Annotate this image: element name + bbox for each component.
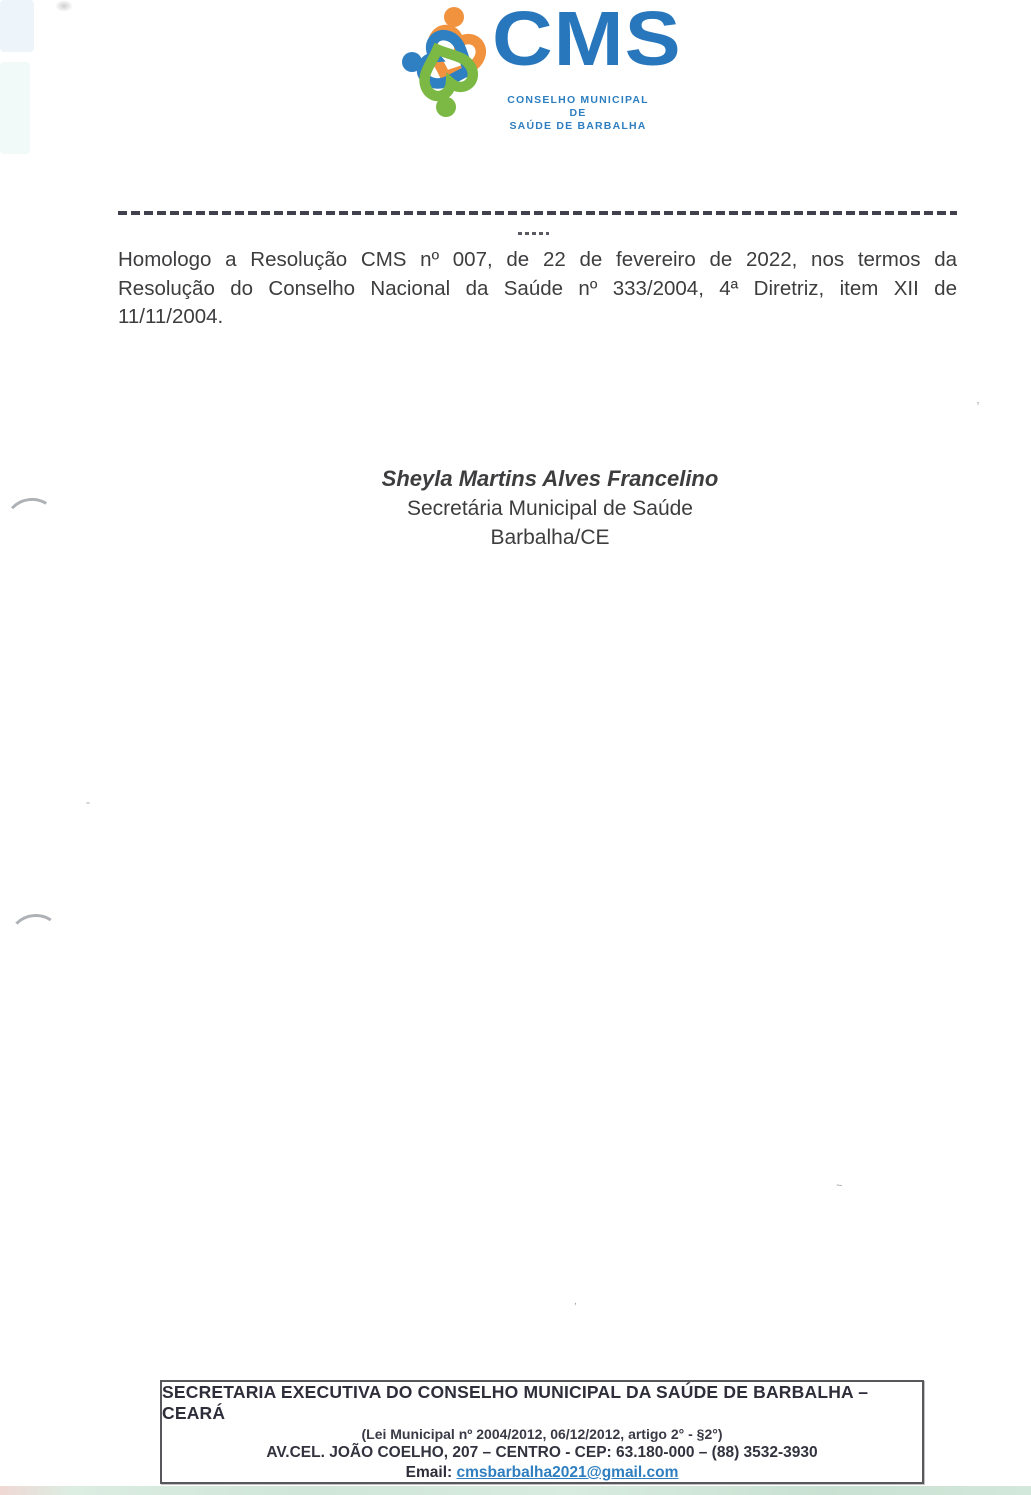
paragraph-line: 11/11/2004.: [118, 305, 224, 328]
footer-law-reference: (Lei Municipal nº 2004/2012, 06/12/2012, artigo 2° - §2°): [361, 1426, 723, 1442]
paragraph-line: Resolução do Conselho Nacional da Saúde nº 333/2004, 4ª Diretriz, item XII de: [118, 276, 957, 300]
signature-block: [280, 464, 820, 552]
scan-speck: ~: [836, 1180, 843, 1192]
hearts-people-emblem-icon: [402, 6, 494, 118]
tagline-line1: CONSELHO MUNICIPAL DE: [507, 94, 649, 119]
signer-name: Sheyla Martins Alves Francelino: [381, 466, 719, 491]
cms-logo: [400, 0, 682, 132]
signer-location: Barbalha/CE: [490, 526, 610, 549]
footer-email-line: [406, 1464, 679, 1482]
paragraph-line: Homologo a Resolução CMS nº 007, de 22 de fevereiro de 2022, nos termos da: [118, 248, 957, 271]
scan-arc-mark: [3, 495, 58, 544]
scan-speck: ,: [574, 1296, 577, 1307]
cms-acronym: CMS: [492, 0, 682, 82]
scan-tint-artifact: [0, 62, 30, 154]
signer-title: Secretária Municipal de Saúde: [406, 497, 693, 520]
email-link[interactable]: cmsbarbalha2021@gmail.com: [456, 1464, 679, 1481]
cms-tagline: [498, 94, 658, 133]
scan-speck: -: [86, 795, 90, 809]
dashed-separator: [118, 211, 957, 215]
footer-secretariat-box: [160, 1380, 924, 1484]
email-label: Email:: [405, 1464, 457, 1481]
scan-speck: ﹐: [972, 392, 985, 406]
homologation-paragraph: [118, 246, 957, 332]
tagline-line2-city: BARBALHA: [577, 120, 647, 132]
footer-title: SECRETARIA EXECUTIVA DO CONSELHO MUNICIPAL DA SAÚDE DE BARBALHA – CEARÁ: [162, 1382, 869, 1423]
footer-address: AV.CEL. JOÃO COELHO, 207 – CENTRO - CEP: 63.180-000 – (88) 3532-3930: [266, 1444, 818, 1461]
scan-arc-mark: [8, 912, 62, 959]
scan-tint-artifact: [0, 0, 34, 52]
scan-smudge-artifact: [55, 0, 73, 12]
small-dash-mark: [518, 232, 549, 235]
tagline-line2-prefix: SAÚDE DE: [509, 120, 578, 132]
scan-edge-strip: [0, 1486, 1031, 1495]
